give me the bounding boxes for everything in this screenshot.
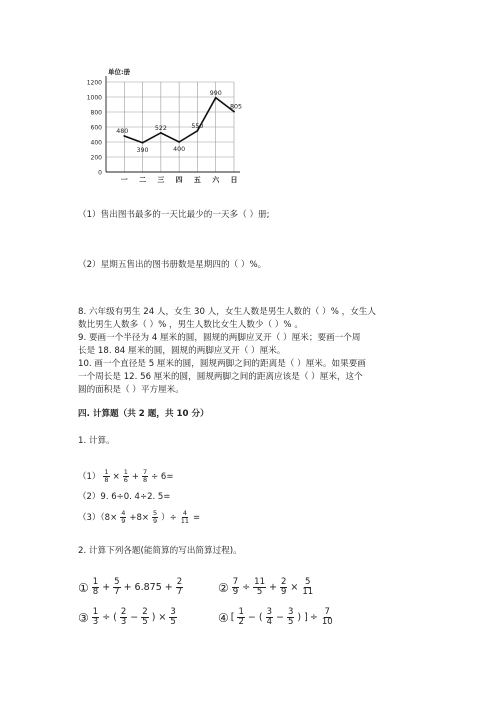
y-tick-label: 400 [90,139,102,147]
question-8-line-2: 数比男生人数多（ ）% ，男生人数比女生人数少（ ）% 。 [78,320,303,330]
simplify-item-3: ③ $\frac{1}{3}$ ÷ ( $\frac{2}{3}$ − $\frac{2}{5}$ ) × $\frac{3}{5}$ [78,607,176,627]
question-9-line-2: 长是 18. 84 厘米的圆，圆规的两脚应叉开（ ）厘米。 [78,346,286,356]
question-10-line-3: 圆的面积是（ ）平方厘米。 [78,385,184,395]
y-tick-label: 600 [90,124,102,132]
simplify-item-1: ① $\frac{1}{8}$ + $\frac{5}{7}$ + 6.875 + $\frac{2}{7}$ [78,577,183,597]
data-point [215,97,217,99]
simplify-item-4: ④ [ $\frac{1}{2}$ − ( $\frac{3}{4}$ − $\frac{3}{5}$ ) ] ÷ $\frac{7}{10}$ [218,607,333,627]
line-chart [70,60,250,185]
question-10-line-2: 一个周长是 12. 56 厘米的圆，圆规两脚之间的距离应该是（ ）厘米，这个 [78,372,363,382]
y-tick-label: 1200 [86,79,102,87]
y-tick-label: 0 [98,169,102,177]
question-8-line-1: 8. 六年级有男生 24 人，女生 30 人，女生人数是男生人数的（ ）% ，女生人 [78,307,376,317]
data-point [197,130,199,132]
question-10-line-1: 10. 画一个直径是 5 厘米的圆，圆规两脚之间的距离是（ ）厘米。如果要画 [78,359,366,369]
section-4-title: 四. 计算题（共 2 题，共 10 分） [78,409,209,419]
x-tick-label: 日 [230,176,238,184]
x-tick-label: 五 [193,176,201,184]
data-label: 390 [136,146,149,154]
x-tick-label: 三 [157,176,165,184]
unit-label: 单位:册 [108,68,131,76]
data-label: 805 [229,103,243,111]
x-tick-label: 一 [120,176,128,184]
calc-item-3: （3）（8× $\frac{4}{9}$ +8× $\frac{5}{9}$ ）÷ $\frac{4}{11}$ = [78,509,201,525]
calc-item-1: （1） $\frac{1}{8}$ × $\frac{1}{6}$ + $\frac{7}{8}$ ÷ 6= [78,468,174,484]
data-point [233,111,235,113]
question-9-line-1: 9. 要画一个半径为 4 厘米的圆，圆规的两脚应叉开（ ）厘米；要画一个周 [78,333,361,343]
calc-item-2: （2）9. 6÷0. 4÷2. 5= [78,492,171,502]
data-label: 480 [116,128,129,135]
data-label: 990 [209,89,222,97]
y-tick-label: 800 [90,109,102,117]
y-tick-label: 1000 [86,94,102,102]
question-2: （2）星期五售出的图书册数是星期四的（ ）%。 [78,260,267,270]
data-label: 400 [173,146,186,153]
x-tick-label: 四 [175,176,183,184]
part-1-title: 1. 计算。 [78,436,115,446]
data-label: 522 [154,124,167,132]
data-point [142,142,144,144]
x-tick-label: 二 [139,176,147,184]
simplify-item-2: ② $\frac{7}{9}$ ÷ $\frac{11}{5}$ + $\frac{2}{9}$ × $\frac{5}{11}$ [218,577,314,597]
part-2-title: 2. 计算下列各题(能简算的写出简算过程)。 [78,546,242,556]
y-tick-label: 200 [90,154,102,162]
x-tick-label: 六 [212,176,220,184]
data-point [160,132,162,134]
data-point [123,135,125,137]
data-point [178,141,180,143]
data-label: 550 [191,122,204,130]
question-1: （1）售出图书最多的一天比最少的一天多（ ）册; [78,210,270,220]
